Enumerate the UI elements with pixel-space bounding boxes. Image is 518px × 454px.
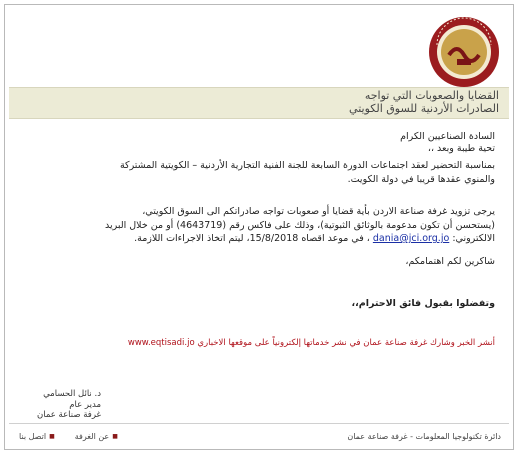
footer-links	[19, 432, 118, 441]
request-paragraph	[23, 205, 495, 246]
request-line-2: (يستحسن أن تكون مدعومة بالوثائق الثبوتية)، وذلك على فاكس رقم (4643719) أو من خلال البريد	[104, 219, 495, 231]
greeting-block	[23, 131, 495, 155]
subject-banner	[9, 87, 509, 119]
footer-about-label: عن الغرفة	[74, 432, 110, 441]
bullet-icon: ■	[112, 433, 118, 440]
bullet-icon: ■	[49, 433, 55, 440]
email-frame	[4, 4, 514, 450]
signature-name: د. نائل الحسامي	[43, 389, 101, 399]
greeting: تحية طيبة وبعد ،،	[427, 143, 495, 154]
footer-bar	[9, 423, 509, 452]
chamber-seal-icon	[427, 15, 501, 89]
intro-line-1: بمناسبة التحضير لعقد اجتماعات الدورة السابعة للجنة الفنية التجارية الأردنية – الكويتية المشتركة	[119, 160, 495, 171]
email-suffix: ، في موعد اقصاه 15/8/2018، ليتم اتخاذ الاجراءات اللازمة.	[134, 233, 370, 244]
regards-text: وتفضلوا بقبول فائق الاحترام،،	[351, 298, 495, 309]
footer-contact-label: اتصل بنا	[19, 432, 47, 441]
footer-about-link[interactable]	[75, 432, 118, 441]
news-site-link[interactable]: www.eqtisadi.jo	[127, 338, 195, 348]
chamber-logo	[427, 15, 501, 89]
request-line-1: يرجى تزويد غرفة صناعة الاردن بأية قضايا أو صعوبات تواجه صادراتكم الى السوق الكويتي،	[142, 206, 495, 217]
news-share-text: أنشر الخبر وشارك غرفة صناعة عمان في نشر خدماتها إلكترونياً على موقعها الاخباري	[197, 338, 495, 348]
email-link[interactable]: dania@jci.org.jo	[372, 233, 450, 244]
signature-org: غرفة صناعة عمان	[37, 410, 101, 420]
footer-contact-link[interactable]	[19, 432, 55, 441]
signature-block	[19, 389, 101, 421]
intro-line-2: والمنوي عقدها قريبا في دولة الكويت.	[347, 174, 495, 185]
email-prefix: الالكتروني:	[452, 233, 495, 244]
intro-paragraph	[23, 159, 495, 187]
salutation: السادة الصناعيين الكرام	[400, 131, 495, 142]
subject-line-2: الصادرات الأردنية للسوق الكويتي	[349, 102, 499, 115]
signature-role: مدير عام	[69, 399, 101, 410]
news-share-line	[23, 338, 495, 348]
subject-line-1: القضايا والصعوبات التي تواجه	[364, 89, 499, 102]
thanks-text: شاكرين لكم اهتمامكم،	[405, 256, 495, 267]
request-line-3	[23, 232, 495, 246]
footer-department: دائرة تكنولوجيا المعلومات - غرفة صناعة عمان	[347, 432, 501, 441]
subject-title	[349, 89, 499, 115]
